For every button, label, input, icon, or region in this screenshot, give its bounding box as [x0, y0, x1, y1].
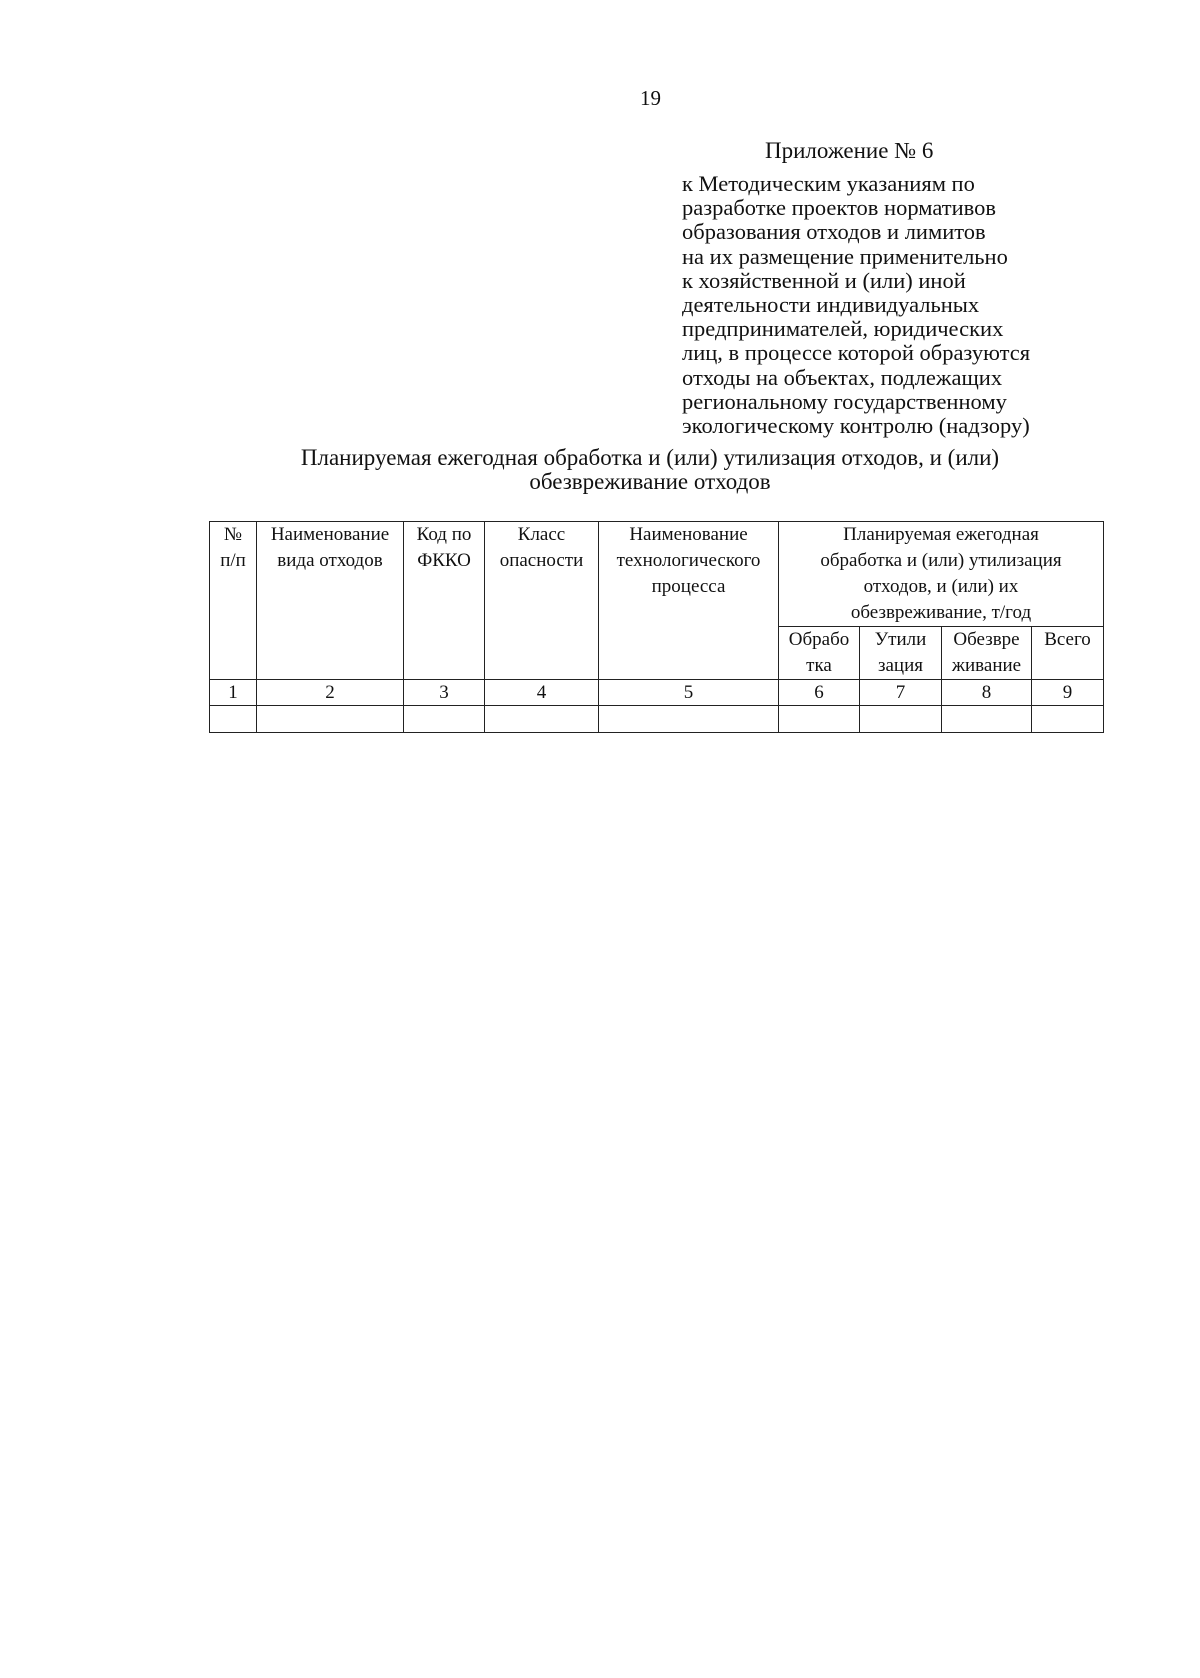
appendix-note-line: разработке проектов нормативов	[682, 195, 996, 221]
waste-table	[209, 521, 1104, 733]
document-heading	[200, 446, 1100, 494]
appendix-note-line: на их размещение применительно	[682, 243, 1008, 269]
table-cell	[860, 706, 942, 733]
column-number: 3	[404, 680, 485, 706]
table-cell	[942, 706, 1032, 733]
header-text: Наименование	[270, 524, 390, 545]
column-number: 7	[860, 680, 942, 706]
column-number: 5	[599, 680, 779, 706]
header-text: процесса	[651, 576, 726, 597]
table-cell	[779, 706, 860, 733]
header-text: зация	[877, 655, 923, 676]
appendix-note-line: лиц, в процессе которой образуются	[682, 340, 1031, 366]
header-hazard-class	[485, 522, 599, 680]
header-text: Планируемая ежегодная	[843, 524, 1039, 545]
header-text: обезвреживание, т/год	[850, 602, 1032, 623]
header-text: Наименование	[629, 524, 748, 545]
page-number: 19	[640, 86, 661, 110]
table-cell	[1032, 706, 1104, 733]
header-text: Утили	[874, 629, 927, 650]
column-number-row	[210, 680, 1104, 706]
table-cell	[210, 706, 257, 733]
header-planned-group	[779, 522, 1104, 627]
column-number: 8	[942, 680, 1032, 706]
header-text: Класс	[517, 524, 566, 545]
header-text: Всего	[1044, 629, 1091, 650]
header-text: №	[223, 524, 243, 545]
appendix-note-line: региональному государственному	[682, 388, 1007, 414]
column-number: 4	[485, 680, 599, 706]
header-fkko-code	[404, 522, 485, 680]
header-utilization	[860, 627, 942, 680]
header-waste-name	[257, 522, 404, 680]
appendix-note	[682, 172, 1112, 438]
header-text: опасности	[499, 550, 584, 571]
table-header-row	[210, 522, 1104, 627]
appendix-note-line: к хозяйственной и (или) иной	[682, 267, 966, 293]
appendix-note-line: предпринимателей, юридических	[682, 316, 1004, 342]
header-text: Код по	[416, 524, 472, 545]
header-text: ФККО	[417, 550, 471, 571]
column-number: 9	[1032, 680, 1104, 706]
table-cell	[257, 706, 404, 733]
appendix-note-line: экологическому контролю (надзору)	[682, 413, 1030, 439]
header-text: вида отходов	[277, 550, 383, 571]
appendix-note-line: деятельности индивидуальных	[682, 292, 980, 318]
header-text: отходов, и (или) их	[863, 576, 1019, 597]
table-row	[210, 706, 1104, 733]
header-text: Обезвре	[953, 629, 1020, 650]
document-heading-line: обезвреживание отходов	[529, 469, 771, 494]
table-cell	[599, 706, 779, 733]
appendix-note-line: образования отходов и лимитов	[682, 219, 986, 245]
header-processing	[779, 627, 860, 680]
header-text: обработка и (или) утилизация	[820, 550, 1062, 571]
document-heading-line: Планируемая ежегодная обработка и (или) утилизация отходов, и (или)	[300, 445, 1000, 470]
column-number: 1	[210, 680, 257, 706]
header-process-name	[599, 522, 779, 680]
header-text: Обрабо	[788, 629, 850, 650]
header-text: живание	[951, 655, 1022, 676]
column-number: 2	[257, 680, 404, 706]
header-text: тка	[806, 655, 832, 676]
header-total	[1032, 627, 1104, 680]
table-cell	[404, 706, 485, 733]
header-text: технологического	[616, 550, 761, 571]
header-text: п/п	[220, 550, 246, 571]
header-neutralization	[942, 627, 1032, 680]
appendix-title: Приложение № 6	[765, 138, 934, 163]
appendix-note-line: отходы на объектах, подлежащих	[682, 364, 1003, 390]
column-number: 6	[779, 680, 860, 706]
table-cell	[485, 706, 599, 733]
header-num	[210, 522, 257, 680]
appendix-note-line: к Методическим указаниям по	[682, 171, 975, 196]
